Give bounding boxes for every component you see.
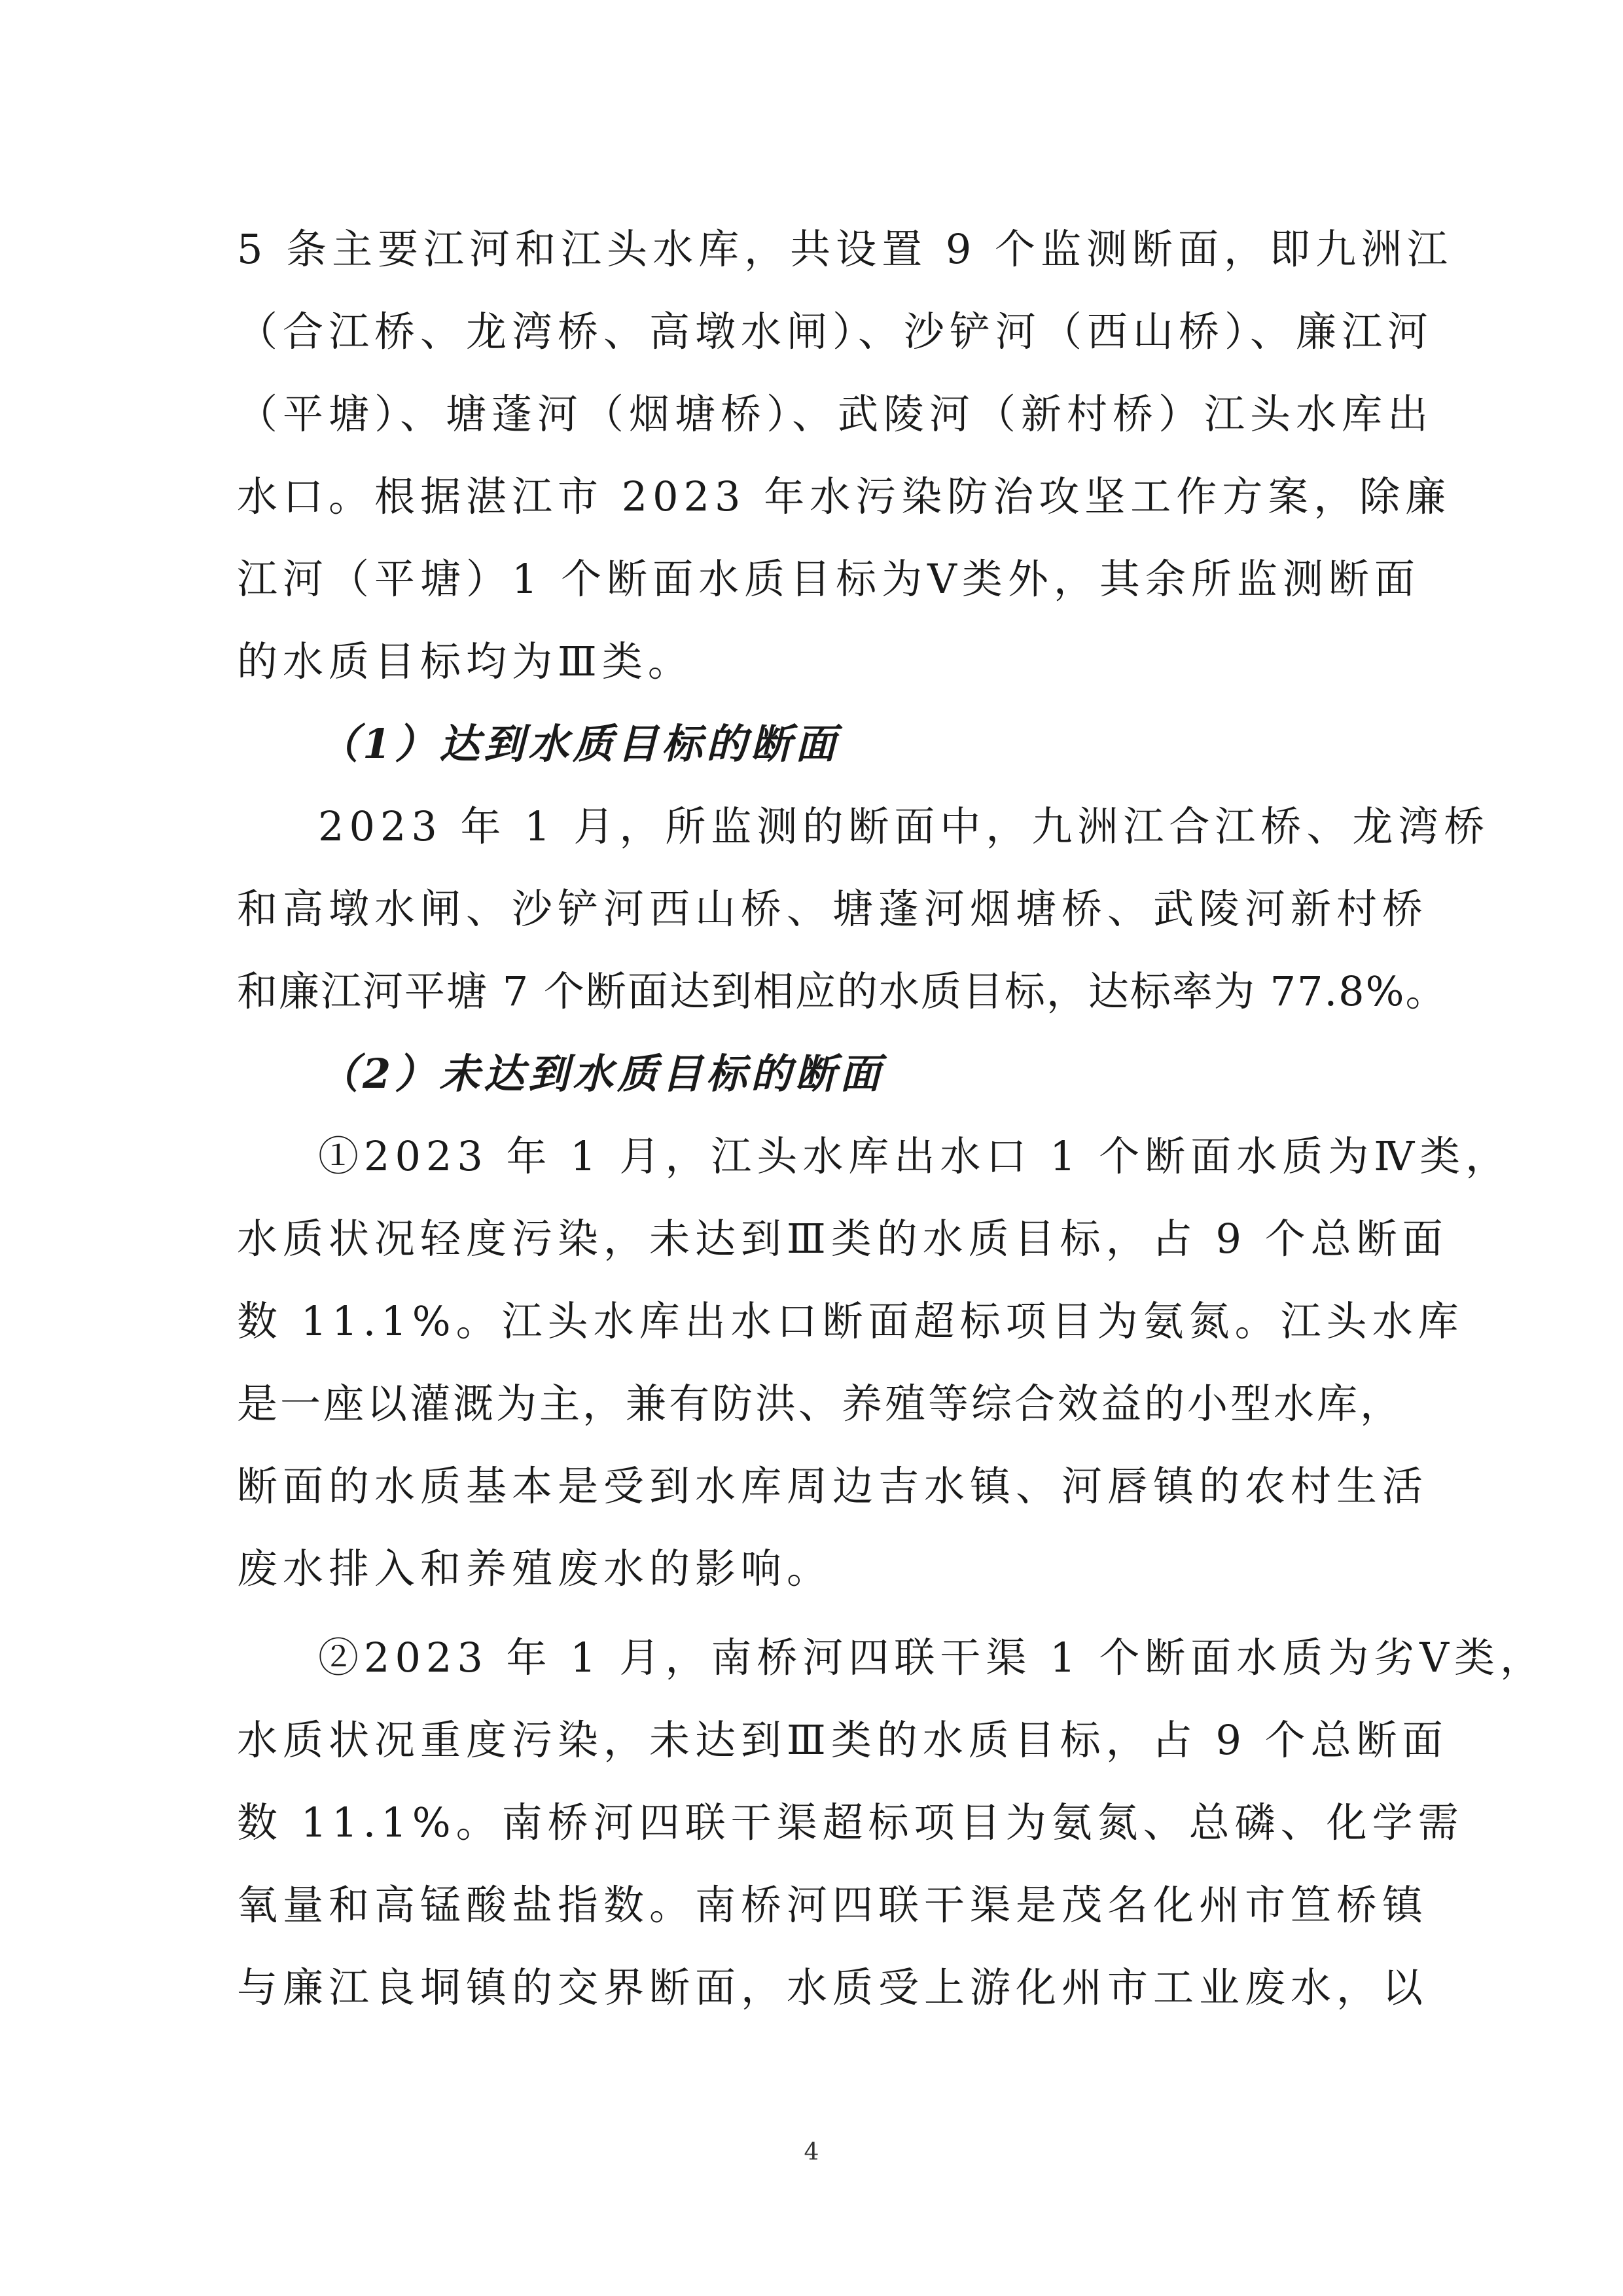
text-line: （合江桥、龙湾桥、高墩水闸）、沙铲河（西山桥）、廉江河 xyxy=(237,308,1434,355)
section-heading-2: （2）未达到水质目标的断面 xyxy=(318,1050,885,1098)
text-line: 江河（平塘）1 个断面水质目标为Ⅴ类外，其余所监测断面 xyxy=(237,555,1420,603)
text-line: 断面的水质基本是受到水库周边吉水镇、河唇镇的农村生活 xyxy=(237,1462,1429,1510)
paragraph-1 xyxy=(237,785,1490,1033)
text-line: 5 条主要江河和江头水库，共设置 9 个监测断面，即九洲江 xyxy=(237,225,1454,273)
section-heading-1: （1）达到水质目标的断面 xyxy=(318,720,840,768)
paragraph-3 xyxy=(237,1617,1546,2029)
text-line: 水质状况轻度污染，未达到Ⅲ类的水质目标，占 9 个总断面 xyxy=(237,1215,1448,1263)
paragraph-gap xyxy=(237,1610,1374,1617)
text-line: 废水排入和养殖废水的影响。 xyxy=(237,1545,833,1592)
text-line: 2023 年 1 月，所监测的断面中，九洲江合江桥、龙湾桥 xyxy=(318,802,1490,850)
text-line: 水口。根据湛江市 2023 年水污染防治攻坚工作方案，除廉 xyxy=(237,473,1452,520)
paragraph-2 xyxy=(237,1115,1512,1610)
paragraph-intro xyxy=(237,208,1454,703)
page-number: 4 xyxy=(804,2139,819,2166)
text-line: （平塘）、塘蓬河（烟塘桥）、武陵河（新村桥）江头水库出 xyxy=(237,390,1434,438)
text-line: 和高墩水闸、沙铲河西山桥、塘蓬河烟塘桥、武陵河新村桥 xyxy=(237,885,1429,933)
text-line: 和廉江河平塘 7 个断面达到相应的水质目标，达标率为 77.8%。 xyxy=(237,967,1448,1015)
document-body xyxy=(237,208,1546,2029)
text-line: 水质状况重度污染，未达到Ⅲ类的水质目标，占 9 个总断面 xyxy=(237,1716,1448,1764)
text-line: 数 11.1%。江头水库出水口断面超标项目为氨氮。江头水库 xyxy=(237,1297,1464,1345)
text-line: 与廉江良垌镇的交界断面，水质受上游化州市工业废水，以 xyxy=(237,1964,1429,2011)
text-line: 是一座以灌溉为主，兼有防洪、养殖等综合效益的小型水库， xyxy=(237,1380,1404,1427)
text-line: ①2023 年 1 月，江头水库出水口 1 个断面水质为Ⅳ类， xyxy=(318,1132,1512,1180)
text-line: 氧量和高锰酸盐指数。南桥河四联干渠是茂名化州市笪桥镇 xyxy=(237,1881,1429,1929)
text-line: ②2023 年 1 月，南桥河四联干渠 1 个断面水质为劣Ⅴ类， xyxy=(318,1634,1546,1681)
text-line: 的水质目标均为Ⅲ类。 xyxy=(237,637,694,685)
text-line: 数 11.1%。南桥河四联干渠超标项目为氨氮、总磷、化学需 xyxy=(237,1799,1464,1846)
